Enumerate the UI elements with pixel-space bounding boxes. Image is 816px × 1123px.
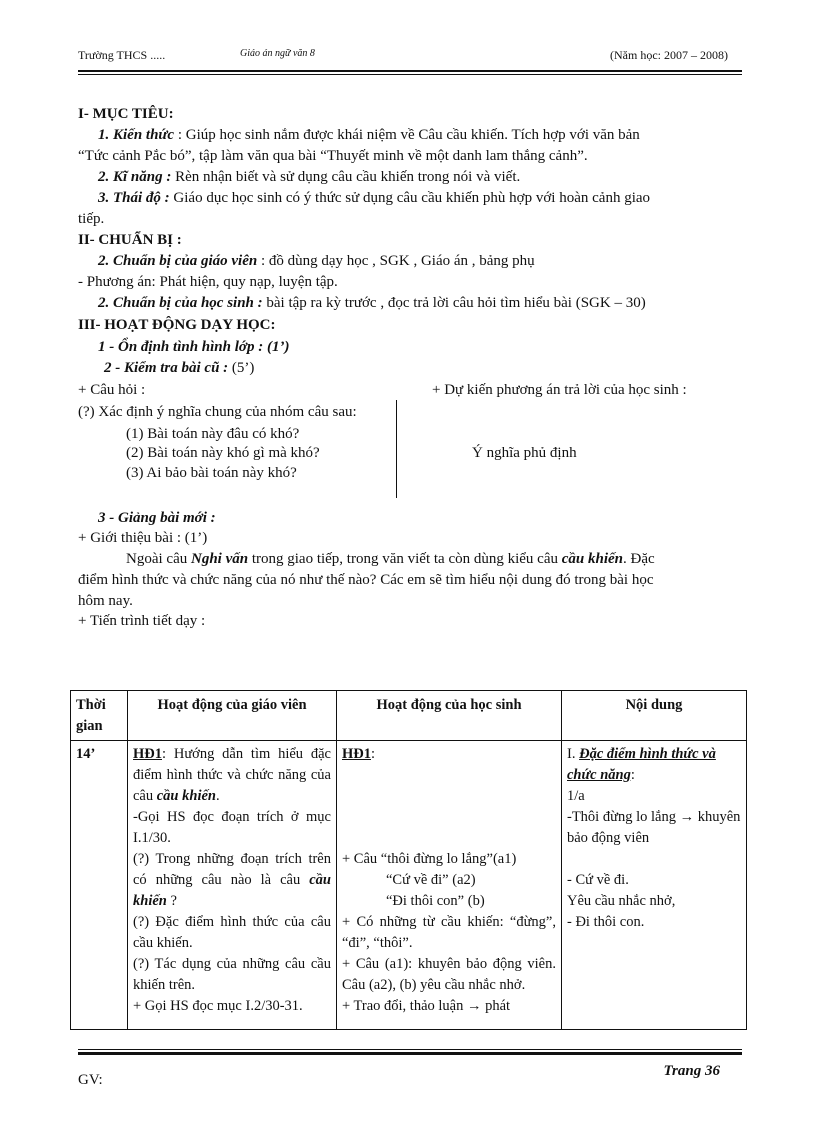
question-heading: + Câu hỏi : bbox=[78, 382, 146, 398]
answer-heading: + Dự kiến phương án trả lời của học sinh : bbox=[432, 382, 687, 398]
cell-time bbox=[71, 741, 128, 1030]
student-answer-6: + Trao đổi, thảo luận → phát bbox=[342, 998, 511, 1014]
page-number: Trang 36 bbox=[663, 1063, 720, 1079]
content-heading-colon: : bbox=[630, 767, 635, 783]
student-answer-2: “Cứ về đi” (a2) bbox=[386, 872, 476, 888]
cell-student bbox=[337, 741, 562, 1030]
content-item-2: -Thôi đừng lo lắng → khuyên bảo động viên bbox=[567, 809, 741, 846]
knowledge-text: : Giúp học sinh nắm được khái niệm về Câu cầu khiến. Tích hợp với văn bản bbox=[174, 127, 640, 143]
subject-label: Giáo án ngữ văn 8 bbox=[240, 48, 315, 59]
prep-student bbox=[98, 293, 646, 313]
teacher-activity-4: (?) Đặc điểm hình thức của câu cầu khiến. bbox=[133, 914, 331, 951]
intro-term-question: Nghi vấn bbox=[190, 551, 249, 567]
step-2-time: (5’) bbox=[228, 360, 255, 376]
objective-knowledge bbox=[98, 125, 640, 145]
footer-rule-thin bbox=[78, 1049, 742, 1050]
objective-attitude bbox=[98, 188, 650, 208]
student-answer-4: + Có những từ cầu khiến: “đừng”, “đi”, “thôi”. bbox=[342, 914, 556, 951]
step-1: 1 - Ổn định tình hình lớp : (1’) bbox=[98, 339, 290, 355]
teacher-line-1: : Hướng dẫn tìm hiểu đặc điểm hình thức và chức năng của câu bbox=[133, 746, 331, 804]
teacher-term-3: cầu khiến bbox=[133, 872, 331, 909]
teacher-term-1: cầu khiến bbox=[156, 788, 216, 804]
cell-teacher bbox=[128, 741, 337, 1030]
skills-label: 2. Kĩ năng : bbox=[98, 169, 172, 185]
student-answer-5: + Câu (a1): khuyên bảo động viên. Câu (a2), (b) yêu cầu nhắc nhở. bbox=[342, 956, 556, 993]
intro-term-imperative: cầu khiến bbox=[561, 551, 624, 567]
header-content: Nội dung bbox=[562, 691, 747, 741]
header-student: Hoạt động của học sinh bbox=[337, 691, 562, 741]
teacher-activity-3 bbox=[133, 849, 331, 912]
prep-teacher-label: 2. Chuẩn bị của giáo viên bbox=[98, 253, 258, 269]
school-name: Trường THCS ..... bbox=[78, 48, 166, 62]
step-2-label: 2 - Kiểm tra bài cũ : bbox=[104, 360, 229, 376]
knowledge-label: 1. Kiến thức bbox=[98, 127, 175, 143]
teacher-activity-2: -Gọi HS đọc đoạn trích ở mục I.1/30. bbox=[133, 809, 331, 846]
question-item-3: (3) Ai bảo bài toán này khó? bbox=[126, 465, 297, 481]
teacher-activity-6: + Gọi HS đọc mục I.2/30-31. bbox=[133, 998, 303, 1014]
student-hd-colon: : bbox=[371, 746, 376, 762]
skills-text: Rèn nhận biết và sử dụng câu cầu khiến trong nói và viết. bbox=[171, 169, 521, 185]
school-year: (Năm học: 2007 – 2008) bbox=[610, 48, 728, 62]
question-item-2: (2) Bài toán này khó gì mà khó? bbox=[126, 445, 320, 461]
teacher-line-3: (?) Trong những đoạn trích trên có những câu nào là câu bbox=[133, 851, 331, 888]
content-item-1: 1/a bbox=[567, 788, 585, 804]
teacher-activity-1 bbox=[133, 744, 331, 807]
time-value: 14’ bbox=[76, 746, 96, 762]
table-header-row bbox=[71, 691, 747, 741]
cell-content bbox=[562, 741, 747, 1030]
step-2 bbox=[104, 358, 254, 378]
teacher-line-3-end: ? bbox=[166, 893, 177, 909]
attitude-text: Giáo dục học sinh có ý thức sử dụng câu cầu khiến phù hợp với hoàn cảnh giao bbox=[169, 190, 651, 206]
intro-paragraph-line2: điểm hình thức và chức năng của nó như thế nào? Các em sẽ tìm hiểu nội dung đó trong bài học bbox=[78, 572, 654, 588]
teacher-label: GV: bbox=[78, 1072, 103, 1088]
progress-label: + Tiến trình tiết dạy : bbox=[78, 613, 206, 629]
activities-heading: III- HOẠT ĐỘNG DẠY HỌC: bbox=[78, 317, 276, 333]
student-hd bbox=[342, 744, 556, 765]
student-spacer bbox=[342, 765, 556, 849]
footer-rule bbox=[78, 1052, 742, 1055]
content-item-3: - Cứ về đi. bbox=[567, 872, 629, 888]
header-rule bbox=[78, 70, 742, 72]
header-teacher: Hoạt động của giáo viên bbox=[128, 691, 337, 741]
student-answer-3: “Đi thôi con” (b) bbox=[386, 893, 485, 909]
intro-paragraph-line3: hôm nay. bbox=[78, 593, 133, 609]
question-item-1: (1) Bài toán này đâu có khó? bbox=[126, 426, 300, 442]
header-time: Thời gian bbox=[71, 691, 128, 741]
prep-student-text: bài tập ra kỳ trước , đọc trả lời câu hỏi tìm hiểu bài (SGK – 30) bbox=[262, 295, 646, 311]
objective-skills bbox=[98, 167, 520, 187]
attitude-label: 3. Thái độ : bbox=[98, 190, 170, 206]
content-heading-text: Đặc điểm hình thức và chức năng bbox=[567, 746, 716, 783]
student-hd-label: HĐ1 bbox=[342, 746, 371, 762]
divider-line bbox=[396, 400, 397, 498]
answer-text: Ý nghĩa phủ định bbox=[472, 445, 577, 461]
question-text: (?) Xác định ý nghĩa chung của nhóm câu sau: bbox=[78, 404, 357, 420]
prep-method: - Phương án: Phát hiện, quy nạp, luyện tập. bbox=[78, 274, 338, 290]
content-spacer bbox=[567, 849, 741, 870]
intro-label: + Giới thiệu bài : (1’) bbox=[78, 530, 208, 546]
prep-student-label: 2. Chuẩn bị của học sinh : bbox=[98, 295, 263, 311]
prep-teacher-text: : đồ dùng dạy học , SGK , Giáo án , bảng phụ bbox=[257, 253, 535, 269]
lesson-table bbox=[70, 690, 747, 1030]
intro-paragraph-line1 bbox=[126, 549, 655, 569]
page-header bbox=[78, 48, 738, 68]
teacher-activity-5: (?) Tác dụng của những câu cầu khiến trên. bbox=[133, 956, 331, 993]
objectives-heading: I- MỤC TIÊU: bbox=[78, 106, 174, 122]
teacher-hd-label: HĐ1 bbox=[133, 746, 162, 762]
intro-text-e: . Đặc bbox=[623, 551, 655, 567]
step-3: 3 - Giảng bài mới : bbox=[98, 510, 216, 526]
content-item-4: Yêu cầu nhắc nhở, bbox=[567, 893, 676, 909]
student-answer-1: + Câu “thôi đừng lo lắng”(a1) bbox=[342, 851, 517, 867]
objective-knowledge-cont: “Tức cảnh Pắc bó”, tập làm văn qua bài “Thuyết minh về một danh lam thắng cảnh”. bbox=[78, 148, 588, 164]
intro-text-a: Ngoài câu bbox=[126, 551, 191, 567]
prep-teacher bbox=[98, 251, 535, 271]
content-heading-num: I. bbox=[567, 746, 580, 762]
teacher-line-1-end: . bbox=[215, 788, 220, 804]
header-rule-thin bbox=[78, 74, 742, 75]
content-heading bbox=[567, 744, 741, 786]
prep-heading: II- CHUẨN BỊ : bbox=[78, 232, 182, 248]
intro-text-c: trong giao tiếp, trong văn viết ta còn dùng kiểu câu bbox=[248, 551, 562, 567]
table-row bbox=[71, 741, 747, 1030]
objective-attitude-cont: tiếp. bbox=[78, 211, 105, 227]
content-item-5: - Đi thôi con. bbox=[567, 914, 645, 930]
